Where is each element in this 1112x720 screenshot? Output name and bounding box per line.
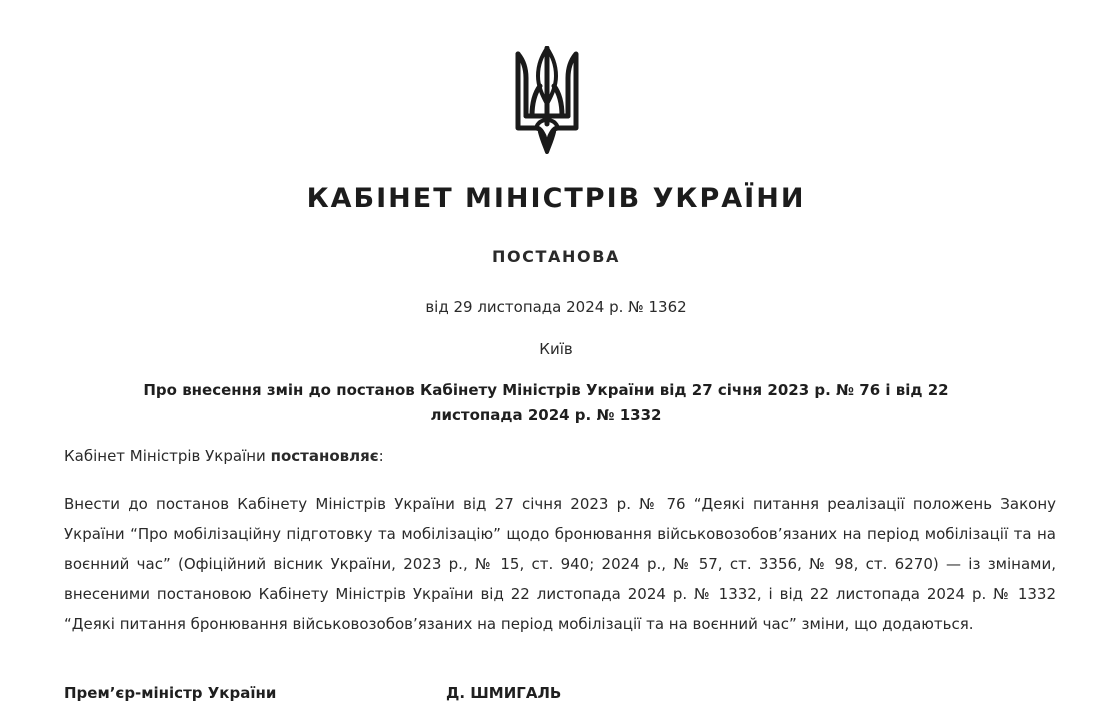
resolution-body: Внести до постанов Кабінету Міністрів України від 27 січня 2023 р. № 76 “Деякі питання реалізації положень Закону України “Про мобілізаційну підготовку та мобілізацію” щодо бронювання військовозобов’язаних на період мобілізації та на воєнний час” (Офіційний вісник України, 2023 р., № 15, ст. 940; 2024 р., № 57, ст. 3356, № 98, ст. 6270) — із змінами, внесеними постановою Кабінету Міністрів України від 22 листопада 2024 р. № 1332, і від 22 листопада 2024 р. № 1332 “Деякі питання бронювання військовозобов’язаних на період мобілізації та на воєнний час” зміни, що додаються. bbox=[64, 495, 1056, 633]
organization-title: КАБІНЕТ МІНІСТРІВ УКРАЇНИ bbox=[306, 183, 806, 214]
document-type: ПОСТАНОВА bbox=[491, 247, 620, 266]
document-city: Київ bbox=[539, 340, 573, 358]
signatory-role: Прем’єр-міністр України bbox=[64, 684, 277, 702]
signatory-name: Д. ШМИГАЛЬ bbox=[446, 684, 562, 702]
tryzub-icon bbox=[514, 46, 580, 154]
document-title: Про внесення змін до постанов Кабінету Міністрів України від 27 січня 2023 р. № 76 і від 22 листопада 2024 р. № 1332 bbox=[143, 381, 949, 424]
resolution-keyword: постановляє bbox=[270, 447, 379, 465]
resolution-suffix: : bbox=[378, 447, 384, 465]
document-date-number: від 29 листопада 2024 р. № 1362 bbox=[425, 298, 687, 316]
resolution-prefix: Кабінет Міністрів України bbox=[64, 447, 271, 465]
resolution-intro bbox=[64, 447, 384, 465]
